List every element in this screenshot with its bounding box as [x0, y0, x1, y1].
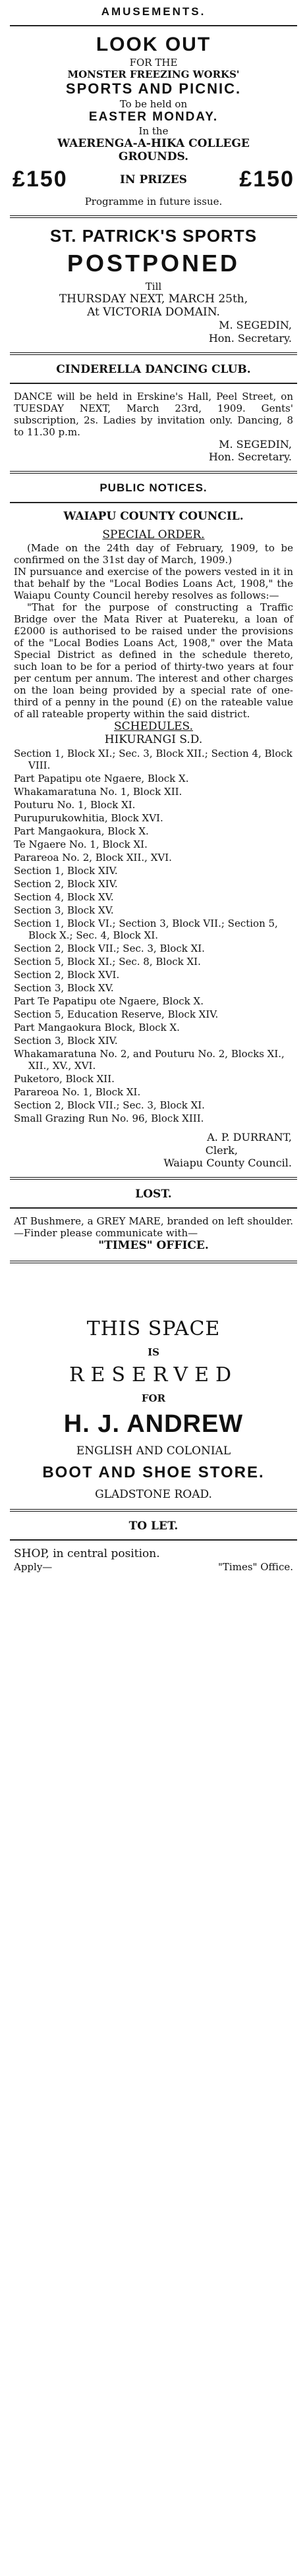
divider: [10, 1207, 297, 1209]
in-the-text: In the: [138, 124, 169, 137]
schedule-item: Section 2, Block VII.; Sec. 3, Block XI.: [14, 1099, 205, 1112]
signer-name: A. P. DURRANT,: [207, 1131, 292, 1144]
schedule-item: Section 2, Block XIV.: [14, 878, 118, 891]
grounds-text: GROUNDS.: [118, 150, 189, 163]
purpose-text: "That for the purpose of constructing a Traffic Bridge over the Mata River at Puatereku, a loan of £2000 is authorised to be raised under the provisions of the "Local Bodies Loans Act, 1908," over the Mata Special District as defined in the schedule thereto, such loan to be for a period of thirty-two years at four per centum per annum. The interest and other charges on the loan being provided by a special rate of one-third of a penny in the pound (£) on the rateable value of all rateable property within the said district.: [14, 601, 293, 720]
postponed-heading: POSTPONED: [67, 250, 240, 277]
to-let-body: SHOP, in central position.: [14, 1547, 160, 1561]
divider: [10, 1261, 297, 1263]
divider: [10, 502, 297, 503]
schedule-list: [14, 748, 293, 1124]
prize-amount-left: £150: [13, 167, 68, 192]
date-text: THURSDAY NEXT, MARCH 25th,: [59, 292, 248, 306]
schedule-item: Parareoa No. 1, Block XI.: [14, 1086, 141, 1099]
andrew-name-heading: H. J. ANDREW: [63, 1410, 244, 1438]
to-let-heading: TO LET.: [128, 1519, 179, 1533]
special-order-heading: SPECIAL ORDER.: [102, 528, 205, 542]
signer-role: Hon. Secretary.: [208, 331, 292, 344]
schedules-heading: SCHEDULES.: [114, 719, 193, 733]
schedule-item: Section 3, Block XIV.: [14, 1035, 118, 1047]
schedule-item: Te Ngaere No. 1, Block XI.: [14, 838, 148, 851]
schedule-item: Pouturu No. 1, Block XI.: [14, 799, 136, 811]
for-the-text: FOR THE: [129, 57, 178, 69]
trade-text: ENGLISH AND COLONIAL: [76, 1444, 231, 1458]
times-office-text: "TIMES" OFFICE.: [98, 1239, 209, 1253]
public-notices-section: [10, 481, 297, 1169]
schedule-item: Section 3, Block XV.: [14, 982, 114, 995]
road-text: GLADSTONE ROAD.: [95, 1487, 212, 1501]
public-notices-heading: PUBLIC NOTICES.: [99, 481, 208, 495]
cinderella-title: CINDERELLA DANCING CLUB.: [56, 362, 251, 376]
schedule-item: Section 1, Block XI.; Sec. 3, Block XII.; Section 4, Block VIII.: [14, 748, 293, 772]
signer-name: M. SEGEDIN,: [219, 319, 292, 332]
made-on-text: (Made on the 24th day of February, 1909, to be confirmed on the 31st day of March, 1909.): [14, 541, 293, 566]
look-out-heading: LOOK OUT: [96, 34, 211, 56]
cinderella-section: [10, 363, 297, 464]
signer-org: Waiapu County Council.: [163, 1156, 292, 1169]
venue-text: At VICTORIA DOMAIN.: [87, 305, 220, 319]
schedule-item: Parareoa No. 2, Block XII., XVI.: [14, 852, 172, 864]
pursuance-text: IN pursuance and exercise of the powers vested in it in that behalf by the "Local Bodies Loans Act, 1908," the Waiapu County Council hereby resolves as follows:—: [14, 565, 293, 601]
programme-text: Programme in future issue.: [84, 196, 223, 208]
schedule-item: Section 1, Block XIV.: [14, 865, 118, 877]
divider: [10, 352, 297, 355]
divider: [10, 1177, 297, 1180]
signer-role: Clerk,: [205, 1143, 238, 1157]
amusements-heading: AMUSEMENTS.: [101, 5, 206, 18]
schedule-item: Section 5, Education Reserve, Block XIV.: [14, 1008, 219, 1021]
divider: [10, 25, 297, 26]
divider: [10, 215, 297, 218]
cinderella-body: DANCE will be held in Erskine's Hall, Peel Street, on TUESDAY NEXT, March 23rd, 1909. Gents' subscription, 2s. Ladies by invitation only. Dancing, 8 to 11.30 p.m.: [14, 391, 293, 439]
easter-text: EASTER MONDAY.: [88, 109, 219, 124]
schedule-item: Section 5, Block XI.; Sec. 8, Block XI.: [14, 956, 201, 968]
schedule-item: Section 4, Block XV.: [14, 891, 114, 904]
reserved-space-section: [10, 1271, 297, 1501]
newspaper-column: [10, 0, 297, 1573]
schedule-item: Section 3, Block XV.: [14, 904, 114, 917]
sports-picnic-heading: SPORTS AND PICNIC.: [65, 80, 242, 97]
schedule-item: Whakamaratuna No. 2, and Pouturu No. 2, Blocks XI., XII., XV., XVI.: [14, 1048, 285, 1072]
schedule-item: Puketoro, Block XII.: [14, 1073, 115, 1085]
schedule-item: Section 1, Block VI.; Section 3, Block VII.; Section 5, Block X.; Sec. 4, Block XI.: [14, 918, 278, 942]
till-text: Till: [145, 280, 162, 292]
divider: [10, 471, 297, 474]
st-patricks-section: [10, 226, 297, 344]
in-prizes-text: IN PRIZES: [120, 173, 187, 186]
schedule-item: Small Grazing Run No. 96, Block XIII.: [14, 1112, 204, 1125]
monster-text: MONSTER FREEZING WORKS': [67, 69, 240, 81]
lost-section: [10, 1188, 297, 1253]
district-heading: HIKURANGI S.D.: [104, 733, 203, 747]
signer-name: M. SEGEDIN,: [219, 438, 292, 451]
schedule-item: Purupurukowhitia, Block XVI.: [14, 812, 163, 825]
schedule-item: Part Te Papatipu ote Ngaere, Block X.: [14, 995, 204, 1008]
prize-amount-right: £150: [239, 167, 294, 192]
divider: [10, 383, 297, 384]
to-be-held-text: To be held on: [119, 97, 188, 110]
schedule-item: Part Mangaokura, Block X.: [14, 825, 149, 838]
schedule-item: Part Mangaokura Block, Block X.: [14, 1022, 180, 1034]
signer-role: Hon. Secretary.: [208, 451, 292, 464]
is-text: IS: [148, 1346, 159, 1358]
council-heading: WAIAPU COUNTY COUNCIL.: [63, 509, 244, 523]
st-patricks-title: ST. PATRICK'S SPORTS: [49, 226, 258, 246]
this-space-heading: THIS SPACE: [86, 1317, 221, 1340]
schedule-item: Section 2, Block VII.; Sec. 3, Block XI.: [14, 943, 205, 955]
schedule-item: Whakamaratuna No. 1, Block XII.: [14, 786, 182, 798]
schedule-item: Part Papatipu ote Ngaere, Block X.: [14, 773, 189, 785]
divider: [10, 1539, 297, 1541]
reserved-heading: RESERVED: [69, 1363, 238, 1386]
lost-heading: LOST.: [135, 1187, 172, 1201]
store-heading: BOOT AND SHOE STORE.: [42, 1463, 265, 1481]
amusements-section: [10, 5, 297, 207]
lost-body: AT Bushmere, a GREY MARE, branded on left shoulder.—Finder please communicate with—: [14, 1215, 293, 1240]
apply-text: Apply—: [14, 1560, 53, 1573]
for-text: FOR: [141, 1392, 166, 1404]
college-text: WAERENGA-A-HIKA COLLEGE: [57, 136, 250, 150]
schedule-item: Section 2, Block XVI.: [14, 969, 120, 981]
times-office-text: "Times" Office.: [218, 1560, 293, 1573]
divider: [10, 1509, 297, 1512]
to-let-section: [10, 1520, 297, 1573]
